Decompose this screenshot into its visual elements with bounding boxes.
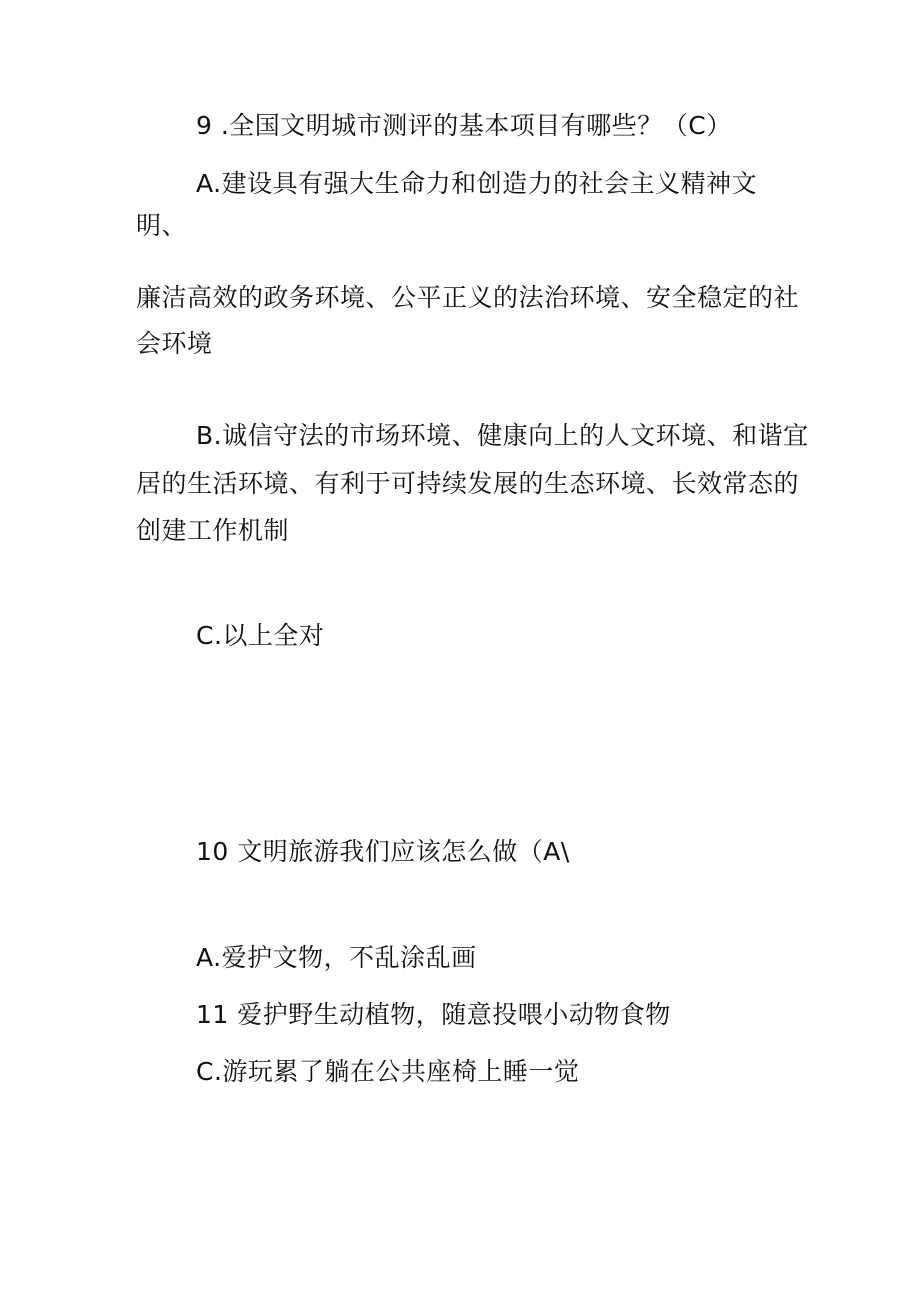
- question-10-option-a: A.爱护文物，不乱涂乱画: [196, 943, 477, 972]
- question-10-option-c: C.游玩累了躺在公共座椅上睡一觉: [196, 1057, 580, 1086]
- question-9-text: 9 .全国文明城市测评的基本项目有哪些？（C）: [196, 111, 732, 140]
- question-10-text: 10 文明旅游我们应该怎么做（A\: [196, 837, 570, 866]
- question-9-option-b-line-2: 居的生活环境、有利于可持续发展的生态环境、长效常态的: [136, 469, 800, 498]
- question-9-option-a-line-1: A.建设具有强大生命力和创造力的社会主义精神文: [196, 169, 758, 198]
- question-9-option-b-line-3: 创建工作机制: [136, 516, 290, 545]
- question-9-option-c: C.以上全对: [196, 621, 325, 650]
- question-9-option-a-line-3: 廉洁高效的政务环境、公平正义的法治环境、安全稳定的社: [136, 283, 800, 312]
- question-9-option-b-line-1: B.诚信守法的市场环境、健康向上的人文环境、和谐宜: [196, 421, 809, 450]
- question-9-option-a-line-2: 明、: [136, 211, 188, 240]
- question-9-option-a-line-4: 会环境: [136, 329, 213, 358]
- question-10-option-b: 11 爱护野生动植物，随意投喂小动物食物: [196, 1000, 671, 1029]
